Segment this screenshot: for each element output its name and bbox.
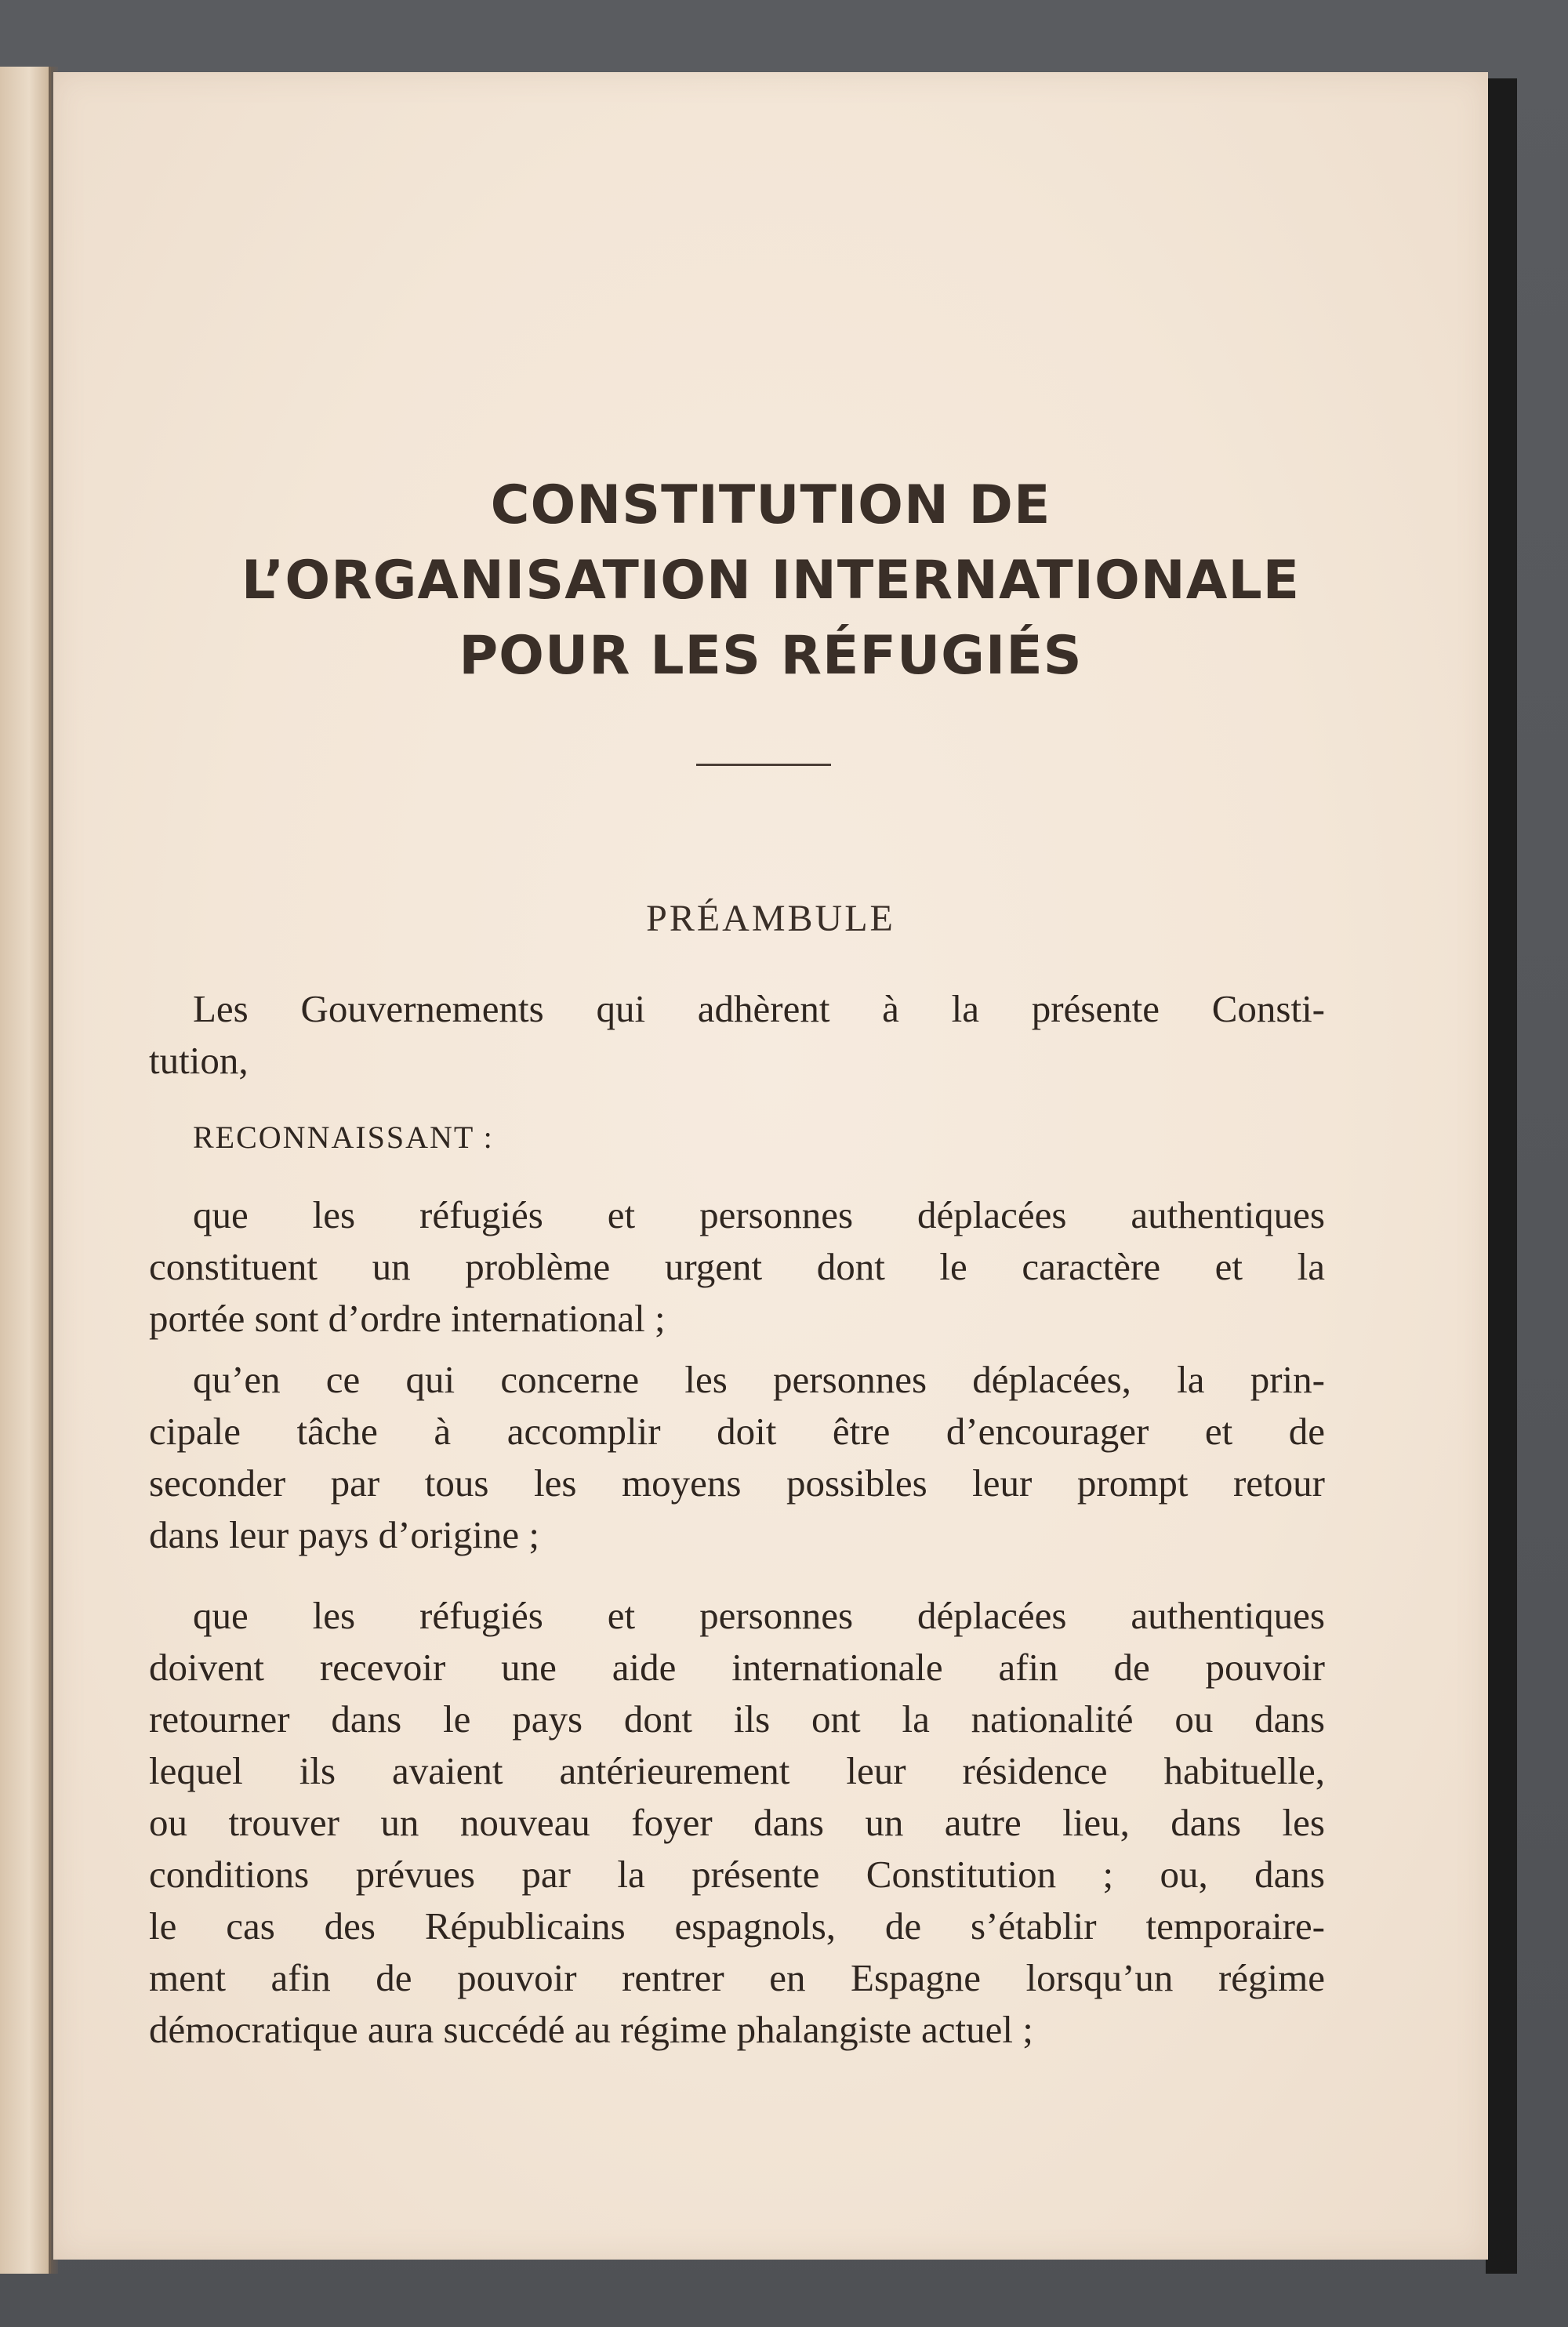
title-line: CONSTITUTION DE bbox=[490, 474, 1051, 536]
text-line: que les réfugiés et personnes déplacées authentiques bbox=[193, 1594, 1325, 1637]
text-line: constituent un problème urgent dont le caractère et la bbox=[149, 1245, 1325, 1288]
title-line: L’ORGANISATION INTERNATIONALE bbox=[241, 550, 1301, 612]
preamble-heading: PRÉAMBULE bbox=[646, 898, 895, 939]
paragraph-2 bbox=[149, 1354, 1325, 1561]
paragraph-3 bbox=[149, 1590, 1325, 2056]
text-line: démocratique aura succédé au régime phalangiste actuel ; bbox=[149, 2008, 1033, 2051]
text-line: cipale tâche à accomplir doit être d’encourager et de bbox=[149, 1410, 1325, 1453]
recognizing-label: RECONNAISSANT : bbox=[193, 1120, 494, 1155]
paragraph-1 bbox=[149, 1189, 1325, 1345]
text-line: portée sont d’ordre international ; bbox=[149, 1297, 666, 1340]
text-line: dans leur pays d’origine ; bbox=[149, 1513, 540, 1556]
text-line: que les réfugiés et personnes déplacées authentiques bbox=[193, 1193, 1325, 1236]
text-line: Les Gouvernements qui adhèrent à la présente Consti- bbox=[193, 987, 1325, 1030]
title-divider bbox=[696, 764, 831, 766]
intro-paragraph bbox=[149, 983, 1325, 1087]
document-page bbox=[53, 72, 1488, 2260]
text-line: retourner dans le pays dont ils ont la nationalité ou dans bbox=[149, 1697, 1325, 1741]
text-line: ou trouver un nouveau foyer dans un autre lieu, dans les bbox=[149, 1801, 1325, 1844]
text-line: conditions prévues par la présente Constitution ; ou, dans bbox=[149, 1853, 1325, 1896]
text-line: doivent recevoir une aide internationale afin de pouvoir bbox=[149, 1646, 1325, 1689]
page-edge-shadow bbox=[1486, 78, 1517, 2274]
text-line: seconder par tous les moyens possibles leur prompt retour bbox=[149, 1461, 1325, 1505]
text-line: qu’en ce qui concerne les personnes déplacées, la prin- bbox=[193, 1358, 1325, 1401]
facing-page-edge bbox=[0, 67, 51, 2274]
text-line: ment afin de pouvoir rentrer en Espagne lorsqu’un régime bbox=[149, 1956, 1325, 1999]
title-line: POUR LES RÉFUGIÉS bbox=[459, 625, 1083, 687]
text-line: tution, bbox=[149, 1039, 249, 1082]
text-line: le cas des Républicains espagnols, de s’établir temporaire- bbox=[149, 1904, 1325, 1948]
text-line: lequel ils avaient antérieurement leur résidence habituelle, bbox=[149, 1749, 1325, 1792]
document-title bbox=[53, 468, 1488, 694]
